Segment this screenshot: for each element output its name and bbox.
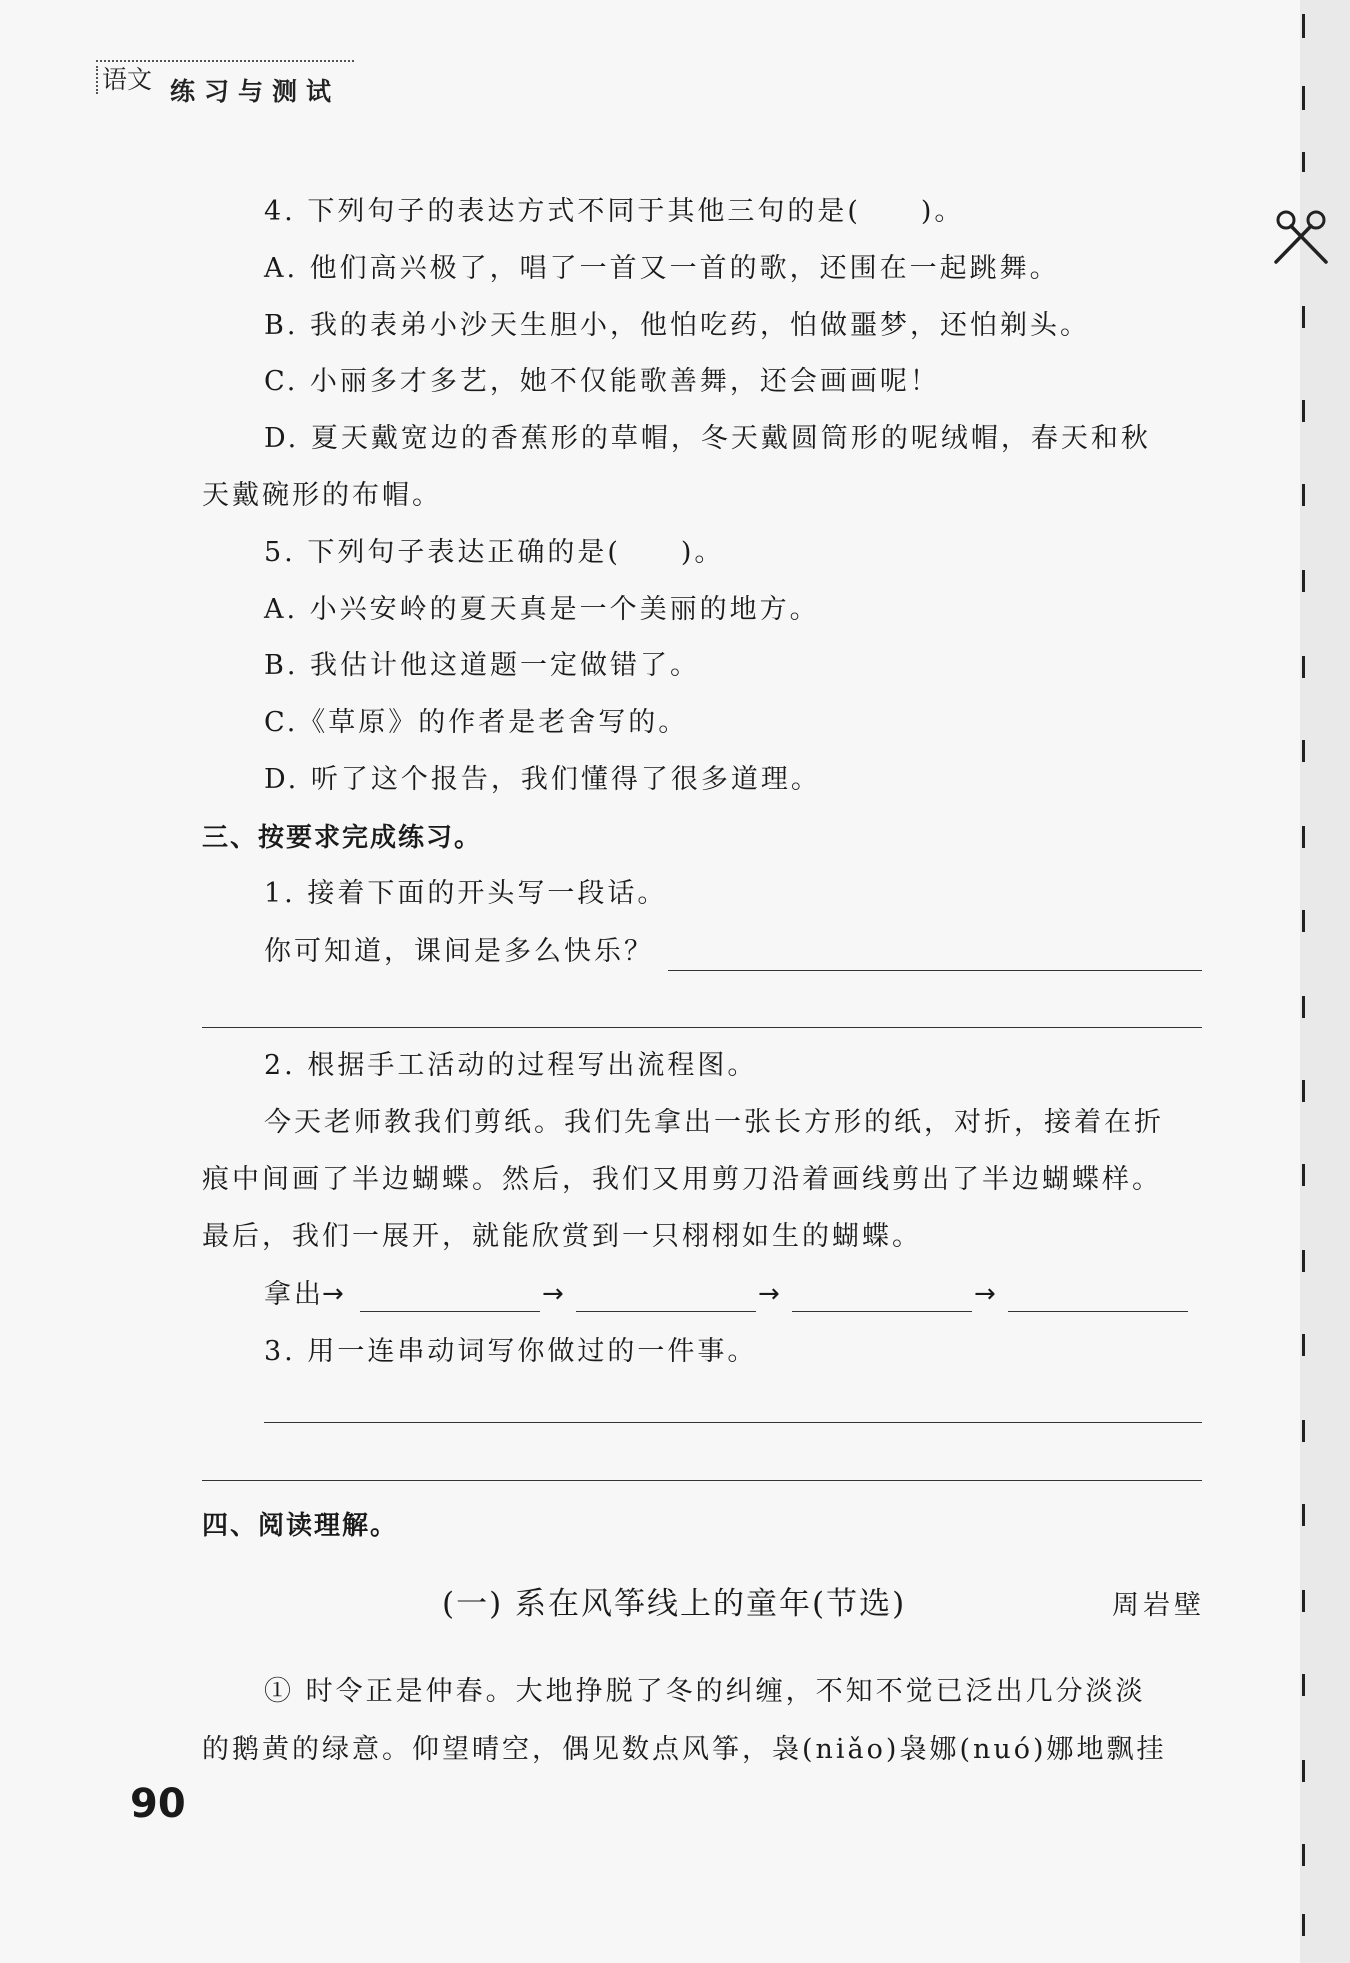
cut-line-dash <box>1302 826 1305 848</box>
cut-line-dash <box>1302 152 1305 172</box>
question-4-option-d-line2: 天戴碗形的布帽。 <box>202 480 442 511</box>
section-4-heading: 四、阅读理解。 <box>202 1511 399 1541</box>
paragraph-1-line1: ① 时令正是仲春。大地挣脱了冬的纠缠，不知不觉已泛出几分淡淡 <box>264 1676 1146 1707</box>
cut-line-dash <box>1302 1760 1305 1782</box>
story-title: (一) 系在风筝线上的童年(节选) <box>442 1586 907 1622</box>
cut-line-dash <box>1302 1504 1305 1526</box>
cut-line-dash <box>1302 1334 1305 1356</box>
question-5-option-a: A. 小兴安岭的夏天真是一个美丽的地方。 <box>264 594 820 625</box>
item-1-answer-line-2[interactable] <box>202 1027 1202 1028</box>
item-1-stem: 1. 接着下面的开头写一段话。 <box>264 878 668 909</box>
cut-line-dash <box>1302 910 1305 932</box>
question-4-stem: 4. 下列句子的表达方式不同于其他三句的是( )。 <box>264 196 965 227</box>
question-4-option-a: A. 他们高兴极了，唱了一首又一首的歌，还围在一起跳舞。 <box>264 253 1060 284</box>
cut-line-dash <box>1302 1080 1305 1102</box>
cut-line-dash <box>1302 570 1305 592</box>
cut-line-dash <box>1302 306 1305 328</box>
question-4-option-b: B. 我的表弟小沙天生胆小，他怕吃药，怕做噩梦，还怕剃头。 <box>264 310 1091 341</box>
question-4-option-c: C. 小丽多才多艺，她不仅能歌善舞，还会画画呢！ <box>264 366 940 397</box>
flow-arrow-3: → <box>758 1279 780 1309</box>
flow-blank-4[interactable] <box>1008 1311 1188 1312</box>
item-2-para-line1: 今天老师教我们剪纸。我们先拿出一张长方形的纸，对折，接着在折 <box>264 1107 1164 1138</box>
cut-line-dash <box>1302 1250 1305 1272</box>
cut-line-dash <box>1302 86 1305 110</box>
cut-line-dash <box>1302 1914 1305 1936</box>
cut-line-dash <box>1302 1844 1305 1866</box>
item-3-stem: 3. 用一连串动词写你做过的一件事。 <box>264 1336 758 1367</box>
cut-line-dash <box>1302 484 1305 506</box>
flow-blank-2[interactable] <box>576 1311 756 1312</box>
item-2-stem: 2. 根据手工活动的过程写出流程图。 <box>264 1050 758 1081</box>
cut-line-dash <box>1302 996 1305 1018</box>
question-5-option-d: D. 听了这个报告，我们懂得了很多道理。 <box>264 764 821 795</box>
item-3-answer-line-2[interactable] <box>202 1480 1202 1481</box>
cut-line-dash <box>1302 656 1305 678</box>
cut-line-dash <box>1302 1590 1305 1612</box>
item-3-answer-line-1[interactable] <box>264 1422 1202 1423</box>
item-2-para-line2: 痕中间画了半边蝴蝶。然后，我们又用剪刀沿着画线剪出了半边蝴蝶样。 <box>202 1164 1162 1195</box>
item-1-answer-line-1[interactable] <box>668 970 1202 971</box>
question-5-option-b: B. 我估计他这道题一定做错了。 <box>264 650 701 681</box>
item-1-prompt: 你可知道，课间是多么快乐？ <box>264 936 654 967</box>
flow-arrow-4: → <box>974 1279 996 1309</box>
cut-line-dash <box>1302 1164 1305 1186</box>
question-4-option-d-line1: D. 夏天戴宽边的香蕉形的草帽，冬天戴圆筒形的呢绒帽，春天和秋 <box>264 423 1151 454</box>
question-5-option-c: C.《草原》的作者是老舍写的。 <box>264 707 689 738</box>
cut-line-dash <box>1302 740 1305 762</box>
cut-line-dash <box>1302 1674 1305 1696</box>
flow-arrow-1: → <box>322 1279 344 1309</box>
cut-line <box>1302 14 1305 1954</box>
section-3-heading: 三、按要求完成练习。 <box>202 823 483 853</box>
item-2-para-line3: 最后，我们一展开，就能欣赏到一只栩栩如生的蝴蝶。 <box>202 1221 922 1252</box>
subject-label: 语文 <box>96 66 152 94</box>
flow-arrow-2: → <box>542 1279 564 1309</box>
book-title: 练习与测试 <box>170 77 341 106</box>
cut-line-dash <box>1302 14 1305 38</box>
story-author: 周岩壁 <box>1112 1590 1205 1621</box>
flow-blank-3[interactable] <box>792 1311 972 1312</box>
page-number: 90 <box>130 1781 186 1827</box>
scissors-icon <box>1270 204 1332 266</box>
paragraph-1-line2: 的鹅黄的绿意。仰望晴空，偶见数点风筝，袅(niǎo)袅娜(nuó)娜地飘挂 <box>202 1734 1167 1765</box>
page-header <box>96 60 354 106</box>
cut-line-dash <box>1302 1420 1305 1442</box>
flow-start-label: 拿出 <box>264 1279 324 1310</box>
question-5-stem: 5. 下列句子表达正确的是( )。 <box>264 537 725 568</box>
flow-blank-1[interactable] <box>360 1311 540 1312</box>
cut-line-dash <box>1302 400 1305 422</box>
